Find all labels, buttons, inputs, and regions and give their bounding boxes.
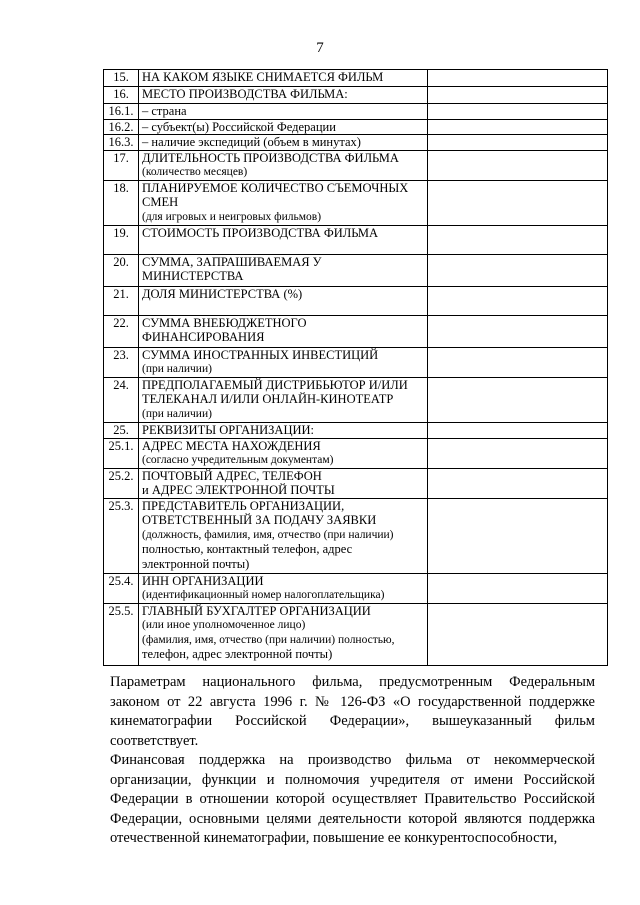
form-row [104,347,608,377]
row-label-line: – наличие экспедиций (объем в минутах) [142,135,361,149]
row-label [139,150,428,180]
form-row [104,286,608,315]
row-label-line: электронной почты) [142,556,250,571]
row-value-field[interactable] [428,180,608,225]
form-row [104,104,608,120]
row-value-field[interactable] [428,498,608,573]
row-number: 23. [104,347,139,377]
row-label-line: ДОЛЯ МИНИСТЕРСТВА (%) [142,286,303,301]
form-row [104,254,608,286]
row-label-line: полностью, контактный телефон, адрес [142,542,353,556]
form-row [104,573,608,603]
row-label-line: (для игровых и неигровых фильмов) [142,210,322,223]
row-value-field[interactable] [428,225,608,254]
row-value-field[interactable] [428,422,608,438]
paragraph-financial-support-text: Финансовая поддержка на производство фильма от некоммерческой организации, функции и полномочия учредителя от имени Российской Федерации в отношении которой осуществляет Правительство Российской Федерации, основными целями деятельности которой являются поддержка отечественной кинематографии, повышение ее конкурентоспособности, [110,752,595,846]
row-value-field[interactable] [428,315,608,347]
row-label [139,468,428,498]
row-label-line: (фамилия, имя, отчество (при наличии) полностью, [142,633,395,646]
row-label-line: СУММА, ЗАПРАШИВАЕМАЯ У [142,254,322,269]
row-label-line: МИНИСТЕРСТВА [142,269,244,283]
row-label-line: (при наличии) [142,363,212,375]
row-label-line: телефон, адрес электронной почты) [142,647,333,661]
row-label-line: СМЕН [142,195,179,209]
row-label [139,135,428,151]
form-row [104,135,608,151]
row-label-line: РЕКВИЗИТЫ ОРГАНИЗАЦИИ: [142,422,315,437]
row-label-line: – субъект(ы) Российской Федерации [142,119,336,134]
row-label [139,573,428,603]
row-value-field[interactable] [428,254,608,286]
row-label-line: (при наличии) [142,407,212,420]
form-row [104,315,608,347]
row-value-field[interactable] [428,286,608,315]
row-label-line: СУММА ИНОСТРАННЫХ ИНВЕСТИЦИЙ [142,347,379,362]
row-number: 21. [104,286,139,315]
row-label-line: ПРЕДПОЛАГАЕМЫЙ ДИСТРИБЬЮТОР И/ИЛИ [142,377,408,392]
form-row [104,87,608,104]
row-number: 15. [104,70,139,87]
row-label-line: (идентификационный номер налогоплательщика) [142,589,385,601]
paragraph-financial-support [110,751,595,849]
row-label [139,104,428,120]
row-label-line: НА КАКОМ ЯЗЫКЕ СНИМАЕТСЯ ФИЛЬМ [142,70,384,84]
row-label [139,225,428,254]
row-label [139,119,428,135]
row-label-line: ПЛАНИРУЕМОЕ КОЛИЧЕСТВО СЪЕМОЧНЫХ [142,180,409,195]
row-value-field[interactable] [428,87,608,104]
row-label-line: ДЛИТЕЛЬНОСТЬ ПРОИЗВОДСТВА ФИЛЬМА [142,150,399,165]
form-row [104,377,608,422]
form-row [104,468,608,498]
row-value-field[interactable] [428,119,608,135]
form-row [104,119,608,135]
row-label-line: МЕСТО ПРОИЗВОДСТВА ФИЛЬМА: [142,87,348,101]
row-label [139,498,428,573]
form-row [104,603,608,665]
form-row [104,422,608,438]
row-label-line: – страна [142,104,187,118]
row-label [139,286,428,315]
row-label-line: ГЛАВНЫЙ БУХГАЛТЕР ОРГАНИЗАЦИИ [142,603,371,618]
row-label-line: АДРЕС МЕСТА НАХОЖДЕНИЯ [142,438,321,453]
application-form-table [103,69,608,666]
form-row [104,70,608,87]
row-label [139,70,428,87]
row-number: 25.3. [104,498,139,573]
row-number: 16.2. [104,119,139,135]
row-label [139,603,428,665]
row-label-line: СУММА ВНЕБЮДЖЕТНОГО [142,315,307,330]
row-label-line: ИНН ОРГАНИЗАЦИИ [142,573,264,588]
form-row [104,180,608,225]
row-value-field[interactable] [428,70,608,87]
row-label [139,422,428,438]
page-number: 7 [316,40,324,56]
row-value-field[interactable] [428,377,608,422]
row-number: 25. [104,422,139,438]
row-label [139,87,428,104]
row-label-line: ПРЕДСТАВИТЕЛЬ ОРГАНИЗАЦИИ, [142,498,345,513]
row-label-line: и АДРЕС ЭЛЕКТРОННОЙ ПОЧТЫ [142,483,335,497]
row-label-line: (согласно учредительным документам) [142,454,334,466]
row-number: 25.5. [104,603,139,665]
row-number: 20. [104,254,139,286]
row-number: 24. [104,377,139,422]
form-row [104,225,608,254]
paragraph-national-film [110,673,595,751]
form-row [104,438,608,468]
row-value-field[interactable] [428,347,608,377]
row-number: 25.2. [104,468,139,498]
row-value-field[interactable] [428,573,608,603]
paragraph-national-film-text: Параметрам национального фильма, предусмотренным Федеральным законом от 22 августа 1996 г. № 126-ФЗ «О государственной поддержке кинематографии Российской Федерации», вышеуказанный фильм соответствует. [110,674,595,749]
row-value-field[interactable] [428,468,608,498]
row-value-field[interactable] [428,150,608,180]
row-label [139,180,428,225]
row-number: 16. [104,87,139,104]
row-label-line: (должность, фамилия, имя, отчество (при наличии) [142,528,394,541]
row-label-line: СТОИМОСТЬ ПРОИЗВОДСТВА ФИЛЬМА [142,225,379,240]
row-label [139,315,428,347]
row-number: 16.1. [104,104,139,120]
row-value-field[interactable] [428,603,608,665]
row-number: 17. [104,150,139,180]
row-label-line: ОТВЕТСТВЕННЫЙ ЗА ПОДАЧУ ЗАЯВКИ [142,513,377,527]
form-row [104,498,608,573]
row-label-line: (количество месяцев) [142,166,248,178]
row-number: 25.1. [104,438,139,468]
row-number: 25.4. [104,573,139,603]
row-value-field[interactable] [428,104,608,120]
row-number: 19. [104,225,139,254]
row-label [139,347,428,377]
row-label [139,377,428,422]
row-number: 16.3. [104,135,139,151]
row-label-line: (или иное уполномоченное лицо) [142,619,306,631]
row-value-field[interactable] [428,135,608,151]
row-label-line: ФИНАНСИРОВАНИЯ [142,330,265,344]
row-number: 22. [104,315,139,347]
row-label [139,254,428,286]
row-number: 18. [104,180,139,225]
form-row [104,150,608,180]
row-label-line: ПОЧТОВЫЙ АДРЕС, ТЕЛЕФОН [142,468,322,483]
row-value-field[interactable] [428,438,608,468]
row-label [139,438,428,468]
row-label-line: ТЕЛЕКАНАЛ И/ИЛИ ОНЛАЙН-КИНОТЕАТР [142,392,394,406]
